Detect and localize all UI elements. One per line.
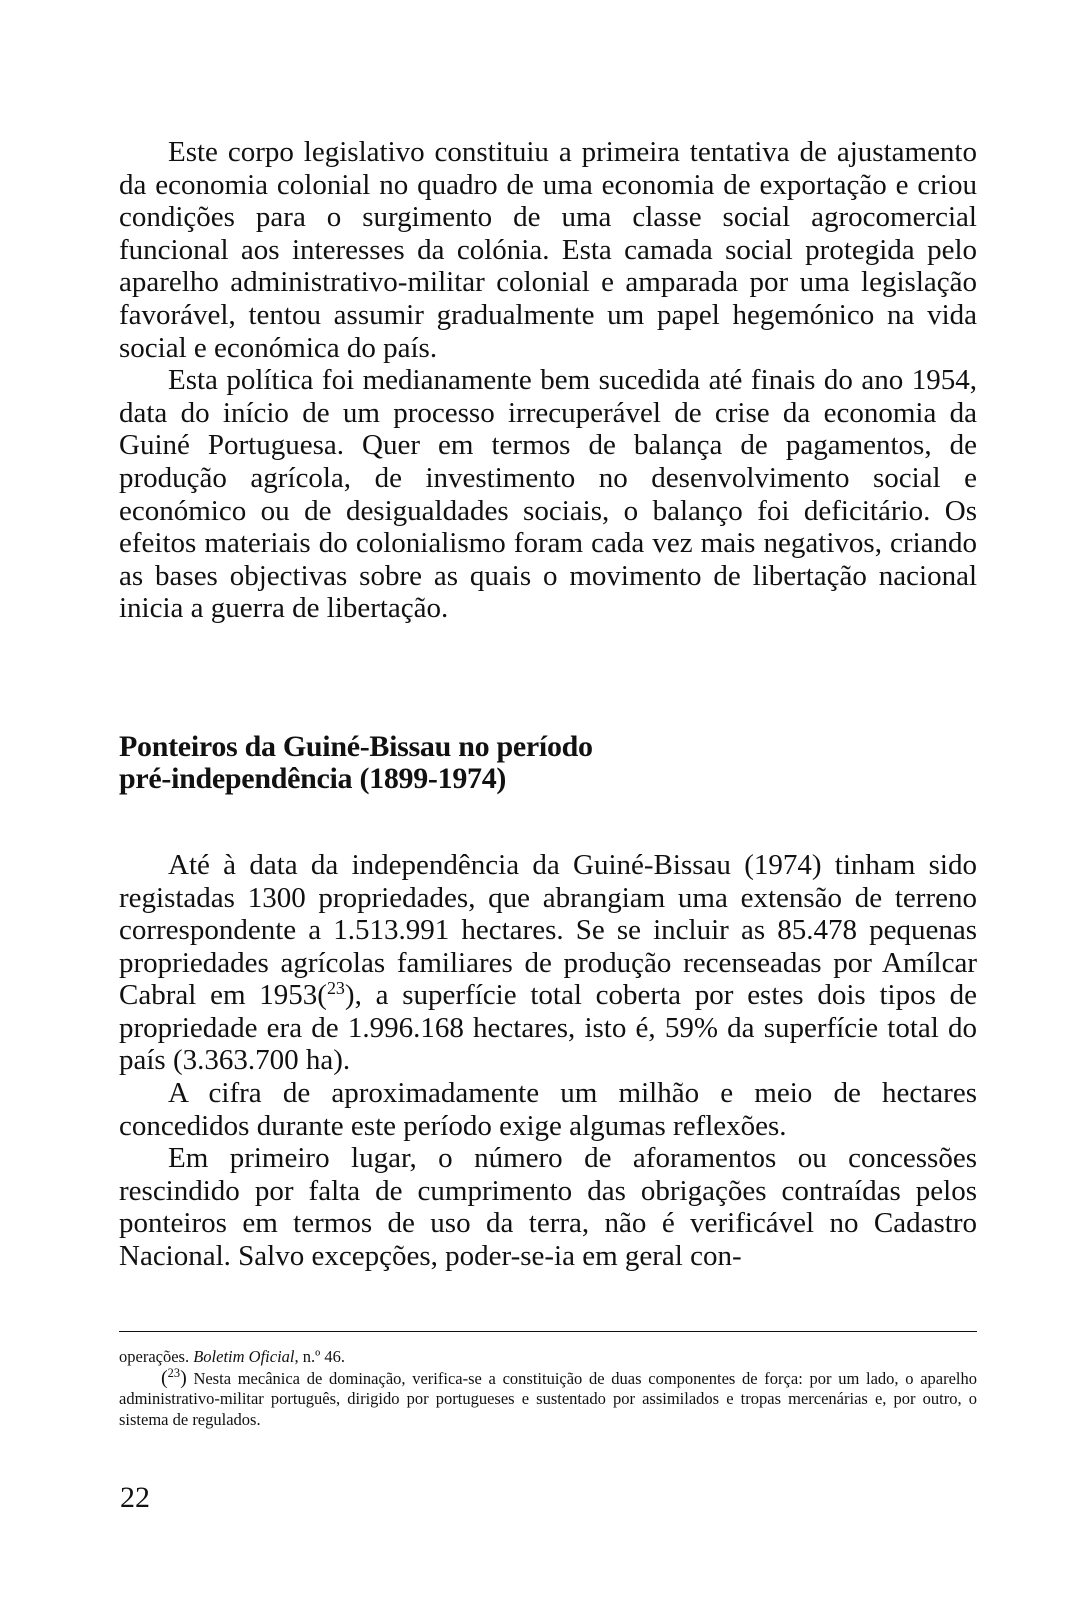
paragraph-hectares-figure: A cifra de aproximadamente um milhão e meio de hectares concedidos durante este período exige algumas reflexões. [119, 1077, 977, 1142]
footnote-continuation-tail: , n.º 46. [294, 1347, 345, 1366]
page-number: 22 [120, 1481, 150, 1514]
section-heading-line1: Ponteiros da Guiné-Bissau no período [119, 729, 593, 763]
paragraph-policy-1954: Esta política foi medianamente bem sucedida até finais do ano 1954, data do início de um processo irrecuperável de crise da economia da Guiné Portuguesa. Quer em termos de balança de pagamentos, de produção agrícola, de investimento no desenvolvimento social e económico ou de desigualdades sociais, o balanço foi deficitário. Os efeitos materiais do colonialismo foram cada vez mais negativos, criando as bases objectivas sobre as quais o movimento de libertação nacional inicia a guerra de libertação. [119, 364, 977, 625]
footnotes [119, 1347, 977, 1430]
footnote-continuation-text: operações. [119, 1347, 190, 1366]
footnote-text: Nesta mecânica de dominação, verifica-se a constituição de duas componentes de força: por um lado, o aparelho administrativo-militar português, dirigido por portugueses e sustentado por assimilados e tropas mercenárias e, por outro, o sistema de regulados. [119, 1368, 977, 1429]
footnote-reference: 23 [326, 978, 345, 999]
paragraph-text-start: Até à data da independência da Guiné-Bissau (1974) tinham sido registadas 1300 propriedades, que abrangiam uma extensão de terreno correspondente a 1.513.991 hectares. Se se incluir as 85.478 pequenas propriedades agrícolas familiares de produção recenseadas por Amílcar Cabral em 1953( [119, 848, 977, 1012]
footnote-number-value: 23 [167, 1365, 181, 1380]
footnote-number: ($^{23}$) [161, 1365, 187, 1389]
footnote-source-title: Boletim Oficial [193, 1347, 295, 1366]
section-heading [119, 731, 977, 796]
footnote-continuation [119, 1347, 977, 1368]
paragraph-first-place: Em primeiro lugar, o número de aforamentos ou concessões rescindido por falta de cumprimento das obrigações contraídas pelos ponteiros em termos de uso da terra, não é verificável no Cadastro Nacional. Salvo excepções, poder-se-ia em geral con- [119, 1142, 977, 1273]
footnote-divider [119, 1331, 977, 1332]
paragraph-independence-properties [119, 849, 977, 1077]
section-ponteiros [119, 731, 977, 1273]
section-heading-line2: pré-independência (1899-1974) [119, 762, 507, 796]
page-body [119, 136, 977, 1273]
paragraph-legislative-body: Este corpo legislativo constituiu a primeira tentativa de ajustamento da economia colonial no quadro de uma economia de exportação e criou condições para o surgimento de uma classe social agrocomercial funcional aos interesses da colónia. Esta camada social protegida pelo aparelho administrativo-militar colonial e amparada por uma legislação favorável, tentou assumir gradualmente um papel hegemónico na vida social e económica do país. [119, 136, 977, 364]
paragraph-text-end: ), a superfície total coberta por estes dois tipos de propriedade era de 1.996.168 hectares, isto é, 59% da superfície total do país (3.363.700 ha). [119, 979, 977, 1077]
footnote-23 [119, 1365, 977, 1431]
